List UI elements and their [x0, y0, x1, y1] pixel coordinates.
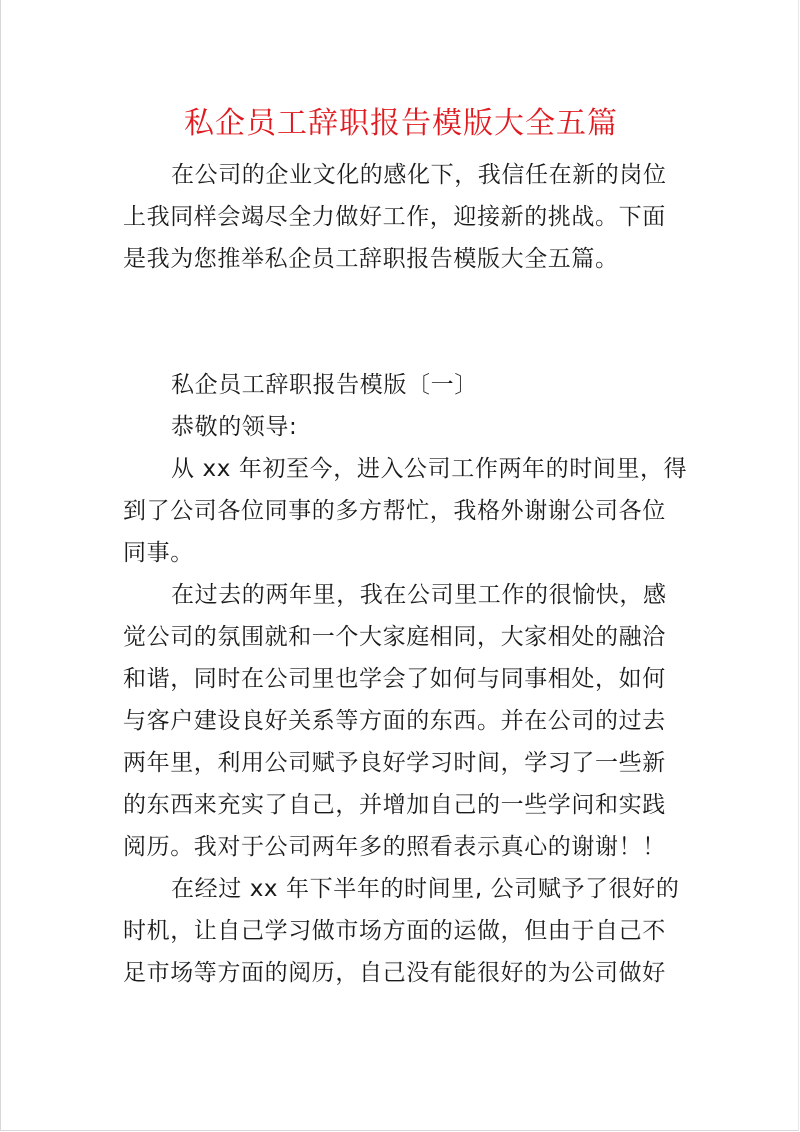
- paragraph-line: 从 xx 年初至今，进入公司工作两年的时间里，得: [171, 456, 688, 482]
- section-heading: 私企员工辞职报告模版〔一〕: [171, 372, 478, 398]
- paragraph-line: 上我同样会竭尽全力做好工作，迎接新的挑战。下面: [123, 204, 666, 230]
- paragraph-line: 足市场等方面的阅历，自己没有能很好的为公司做好: [123, 960, 666, 986]
- paragraph-line: 觉公司的氛围就和一个大家庭相同，大家相处的融洽: [123, 624, 666, 650]
- paragraph-line: 在经过 xx 年下半年的时间里, 公司赋予了很好的: [171, 876, 680, 902]
- paragraph-line: 是我为您推举私企员工辞职报告模版大全五篇。: [123, 246, 619, 272]
- paragraph-line: 的东西来充实了自己，并增加自己的一些学问和实践: [123, 792, 666, 818]
- paragraph-line: 时机，让自己学习做市场方面的运做，但由于自己不: [123, 918, 666, 944]
- paragraph-line: 在公司的企业文化的感化下，我信任在新的岗位: [171, 162, 667, 188]
- document-title: 私企员工辞职报告模版大全五篇: [184, 106, 618, 141]
- paragraph-line: 与客户建设良好关系等方面的东西。并在公司的过去: [123, 708, 666, 734]
- paragraph-line: 两年里，利用公司赋予良好学习时间，学习了一些新: [123, 750, 666, 776]
- paragraph-line: 到了公司各位同事的多方帮忙，我格外谢谢公司各位: [123, 498, 666, 524]
- paragraph-line: 阅历。我对于公司两年多的照看表示真心的谢谢！！: [123, 834, 666, 860]
- paragraph-line: 和谐，同时在公司里也学会了如何与同事相处，如何: [123, 666, 666, 692]
- paragraph-line: 同事。: [123, 540, 194, 566]
- salutation: 恭敬的领导:: [171, 414, 298, 440]
- paragraph-line: 在过去的两年里，我在公司里工作的很愉快，感: [171, 582, 667, 608]
